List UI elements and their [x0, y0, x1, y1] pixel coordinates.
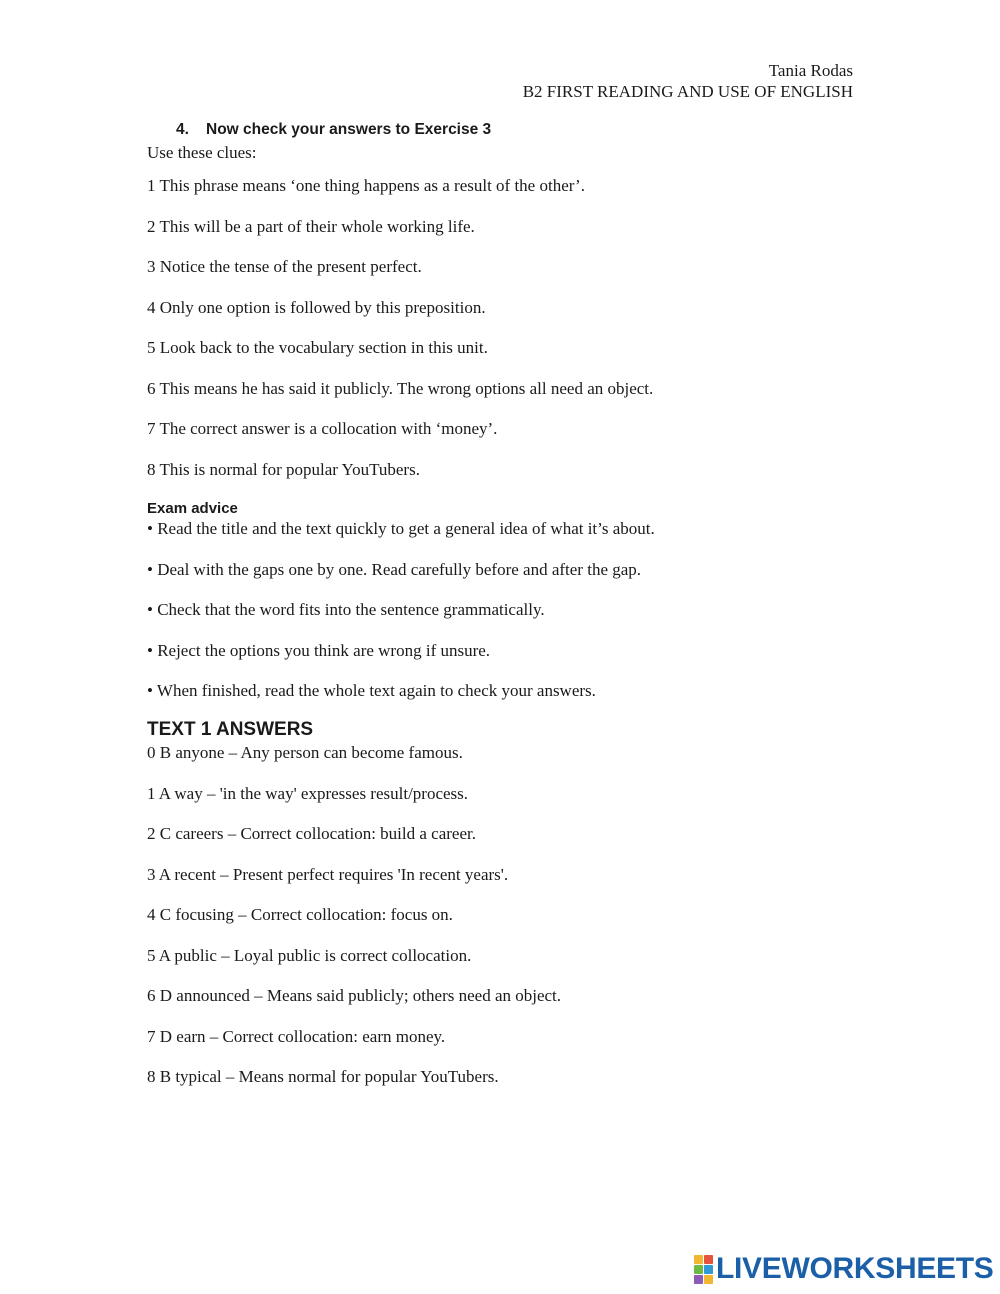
clue-item: 3 Notice the tense of the present perfect. [147, 257, 422, 276]
exam-advice-list [147, 517, 867, 713]
answer-item: 3 A recent – Present perfect requires 'In recent years'. [147, 864, 509, 884]
answer-item: 6 D announced – Means said publicly; others need an object. [147, 986, 562, 1005]
clue-item: 4 Only one option is followed by this preposition. [147, 297, 486, 317]
liveworksheets-logo-icon [694, 1255, 713, 1284]
answer-item: 7 D earn – Correct collocation: earn money. [147, 1026, 446, 1046]
answer-item: 2 C careers – Correct collocation: build a career. [147, 824, 476, 843]
logo-block [694, 1255, 703, 1264]
clue-item: 5 Look back to the vocabulary section in this unit. [147, 338, 488, 357]
clue-item: 2 This will be a part of their whole working life. [147, 216, 475, 236]
logo-block [704, 1265, 713, 1274]
clue-item: 8 This is normal for popular YouTubers. [147, 459, 420, 479]
exercise-heading [147, 119, 867, 141]
advice-item: • Reject the options you think are wrong if unsure. [147, 640, 491, 660]
logo-block [694, 1265, 703, 1274]
answer-item: 0 B anyone – Any person can become famous. [147, 743, 463, 762]
answer-item: 5 A public – Loyal public is correct collocation. [147, 945, 472, 965]
advice-item: • Check that the word fits into the sentence grammatically. [147, 600, 545, 619]
logo-block [704, 1275, 713, 1284]
clues-intro: Use these clues: [147, 143, 257, 162]
clue-item: 1 This phrase means ‘one thing happens as a result of the other’. [147, 176, 585, 195]
answer-item: 8 B typical – Means normal for popular YouTubers. [147, 1067, 499, 1086]
advice-item: • When finished, read the whole text again to check your answers. [147, 681, 596, 700]
advice-item: • Deal with the gaps one by one. Read carefully before and after the gap. [147, 559, 642, 579]
answer-item: 1 A way – 'in the way' expresses result/process. [147, 783, 469, 803]
clue-item: 7 The correct answer is a collocation with ‘money’. [147, 419, 498, 438]
clues-list [147, 174, 867, 498]
page-header [523, 61, 853, 102]
author-name: Tania Rodas [768, 61, 853, 80]
exam-advice-heading: Exam advice [147, 500, 238, 517]
exercise-title: Now check your answers to Exercise 3 [206, 121, 492, 138]
course-title: B2 FIRST READING AND USE OF ENGLISH [522, 81, 853, 101]
logo-block [704, 1255, 713, 1264]
answer-item: 4 C focusing – Correct collocation: focus on. [147, 905, 453, 924]
logo-text: LIVEWORKSHEETS [716, 1252, 994, 1285]
answers-list [147, 741, 867, 1106]
exercise-number: 4. [176, 121, 189, 138]
liveworksheets-logo[interactable] [694, 1254, 994, 1284]
logo-block [694, 1275, 703, 1284]
answers-heading: TEXT 1 ANSWERS [147, 719, 314, 740]
advice-item: • Read the title and the text quickly to get a general idea of what it’s about. [147, 519, 655, 538]
clue-item: 6 This means he has said it publicly. The wrong options all need an object. [147, 378, 654, 398]
worksheet-content [147, 119, 867, 1106]
